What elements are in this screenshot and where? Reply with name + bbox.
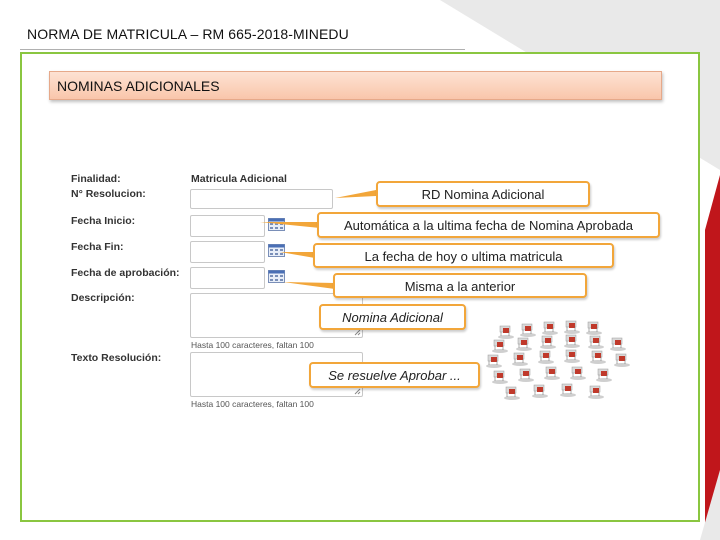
calendar-icon[interactable] [268,218,285,231]
descripcion-hint: Hasta 100 caracteres, faltan 100 [191,340,314,350]
resize-handle-icon[interactable] [354,329,361,336]
callout-fecha-automatica: Automática a la ultima fecha de Nomina Aprobada [317,212,660,238]
resolucion-label: N° Resolucion: [71,188,146,200]
fecha-aprobacion-input[interactable] [190,267,265,289]
calendar-icon[interactable] [268,270,285,283]
finalidad-value: Matricula Adicional [191,173,287,185]
resize-handle-icon[interactable] [354,388,361,395]
descripcion-label: Descripción: [71,292,135,304]
callout-fecha-hoy: La fecha de hoy o ultima matricula [313,243,614,268]
classroom-desks-illustration [480,318,632,406]
finalidad-label: Finalidad: [71,173,121,185]
resolucion-input[interactable] [190,189,333,209]
callout-nomina-adicional: Nomina Adicional [319,304,466,330]
fecha-fin-label: Fecha Fin: [71,241,124,253]
callout-se-resuelve: Se resuelve Aprobar ... [309,362,480,388]
section-title: NOMINAS ADICIONALES [49,71,662,100]
fecha-fin-input[interactable] [190,241,265,263]
title-divider [20,49,465,50]
callout-rd-nomina: RD Nomina Adicional [376,181,590,207]
fecha-inicio-label: Fecha Inicio: [71,215,136,227]
page-title: NORMA DE MATRICULA – RM 665-2018-MINEDU [27,26,349,42]
fecha-inicio-input[interactable] [190,215,265,237]
callout-misma-anterior: Misma a la anterior [333,273,587,298]
calendar-icon[interactable] [268,244,285,257]
texto-resolucion-hint: Hasta 100 caracteres, faltan 100 [191,399,314,409]
texto-resolucion-label: Texto Resolución: [71,352,162,364]
fecha-aprobacion-label: Fecha de aprobación: [71,267,180,279]
